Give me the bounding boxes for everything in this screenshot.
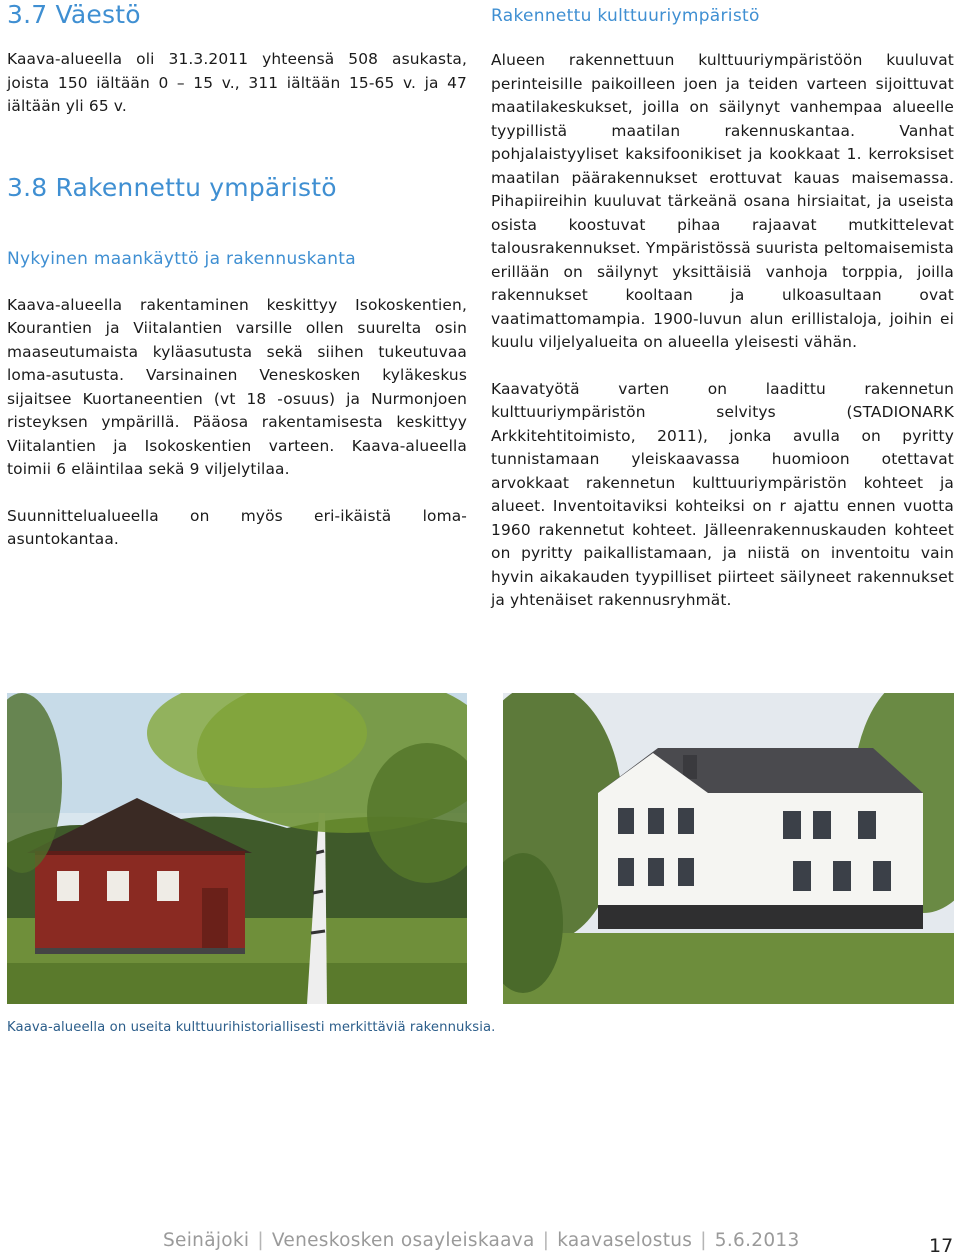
footer-document: kaavaselostus [557, 1230, 693, 1251]
paragraph-loma-asunnot: Suunnittelualueella on myös eri-ikäistä loma-asuntokantaa. [7, 506, 467, 548]
right-column [491, 0, 954, 613]
photo-white-manor-house [503, 693, 954, 1004]
footer-date: 5.6.2013 [714, 1230, 800, 1251]
paragraph-kulttuuri-2: Kaavatyötä varten on laadittu rakennetun kulttuuriympäristön selvitys (STADIONARK Arkkitehtitoimisto, 2011), jonka avulla on pyritty tunnistamaan yleiskaavassa huomioon otettavat arvokkaat rakennetun kulttuuriympäristön kohteet ja alueet. Inventoitaviksi kohteiksi on r ajattu ennen vuotta 1960 rakennetut kohteet. Jälleenrakennuskauden kohteet on pyritty paikallistamaan, ja niistä on inventoitu vain hyvin aikakauden tyypilliset piirteet säilyneet rakennukset ja yhtenäiset rakennusryhmät. [491, 379, 954, 609]
heading-vaesto: 3.7 Väestö [7, 0, 141, 29]
paragraph-vaesto: Kaava-alueella oli 31.3.2011 yhteensä 508 asukasta, joista 150 iältään 0 – 15 v., 311 iältään 15-65 v. ja 47 iältään yli 65 v. [7, 50, 467, 115]
photo-caption: Kaava-alueella on useita kulttuurihistoriallisesti merkittäviä rakennuksia. [7, 1020, 496, 1035]
footer-city: Seinäjoki [163, 1230, 250, 1251]
page-number: 17 [929, 1235, 954, 1257]
left-column [7, 0, 467, 552]
subheading-maankaytto: Nykyinen maankäyttö ja rakennuskanta [7, 248, 356, 269]
footer-separator: | [542, 1230, 550, 1251]
footer-project: Veneskosken osayleiskaava [271, 1230, 535, 1251]
subheading-kulttuuriymparisto: Rakennettu kulttuuriympäristö [491, 6, 760, 26]
page-footer [163, 1230, 800, 1251]
heading-rakennettu-ymparisto: 3.8 Rakennettu ympäristö [7, 172, 337, 202]
photo-red-log-house [7, 693, 467, 1004]
footer-separator: | [700, 1230, 707, 1251]
paragraph-kulttuuri-1: Alueen rakennettuun kulttuuriympäristöön kuuluvat perinteisille paikoilleen joen ja teiden varteen sijoittuvat maatilakeskukset, joilla on säilynyt vanhempaa alueelle tyypillistä maatilan rakennuskantaa. Vanhat pohjalaistyyliset kaksifoonikiset ja kookkaat 1. kerroksiset maatilan päärakennukset erottuvat kauas maisemassa. Pihapiireihin kuuluvat tärkeänä osana hirsiaitat, ja useista osista koostuvat pihaa rajaavat mutkittelevat talousrakennukset. Ympäristössä suurista peltomaisemista erillään on säilynyt yksittäisiä vanhoja torppia, joilla rakennukset kooltaan ja ulkoasultaan ovat vaatimattomampia. 1900-luvun alun erillistaloja, joihin ei kuulu viljelyalueita on alueella yleisesti vähän. [491, 51, 954, 351]
paragraph-maankaytto: Kaava-alueella rakentaminen keskittyy Isokoskentien, Kourantien ja Viitalantien varsille ollen suurelta osin maaseutumaista kyläasutusta sekä siihen tukeutuvaa loma-asutusta. Varsinainen Veneskosken kyläkeskus sijaitsee Kuortaneentien (vt 18 -osuus) ja Nurmonjoen risteyksen ympärillä. Pääosa rakentamisesta keskittyy Viitalantien ja Isokoskentien varteen. Kaava-alueella toimii 6 eläintilaa sekä 9 viljelytilaa. [7, 295, 467, 478]
footer-separator: | [257, 1230, 264, 1251]
